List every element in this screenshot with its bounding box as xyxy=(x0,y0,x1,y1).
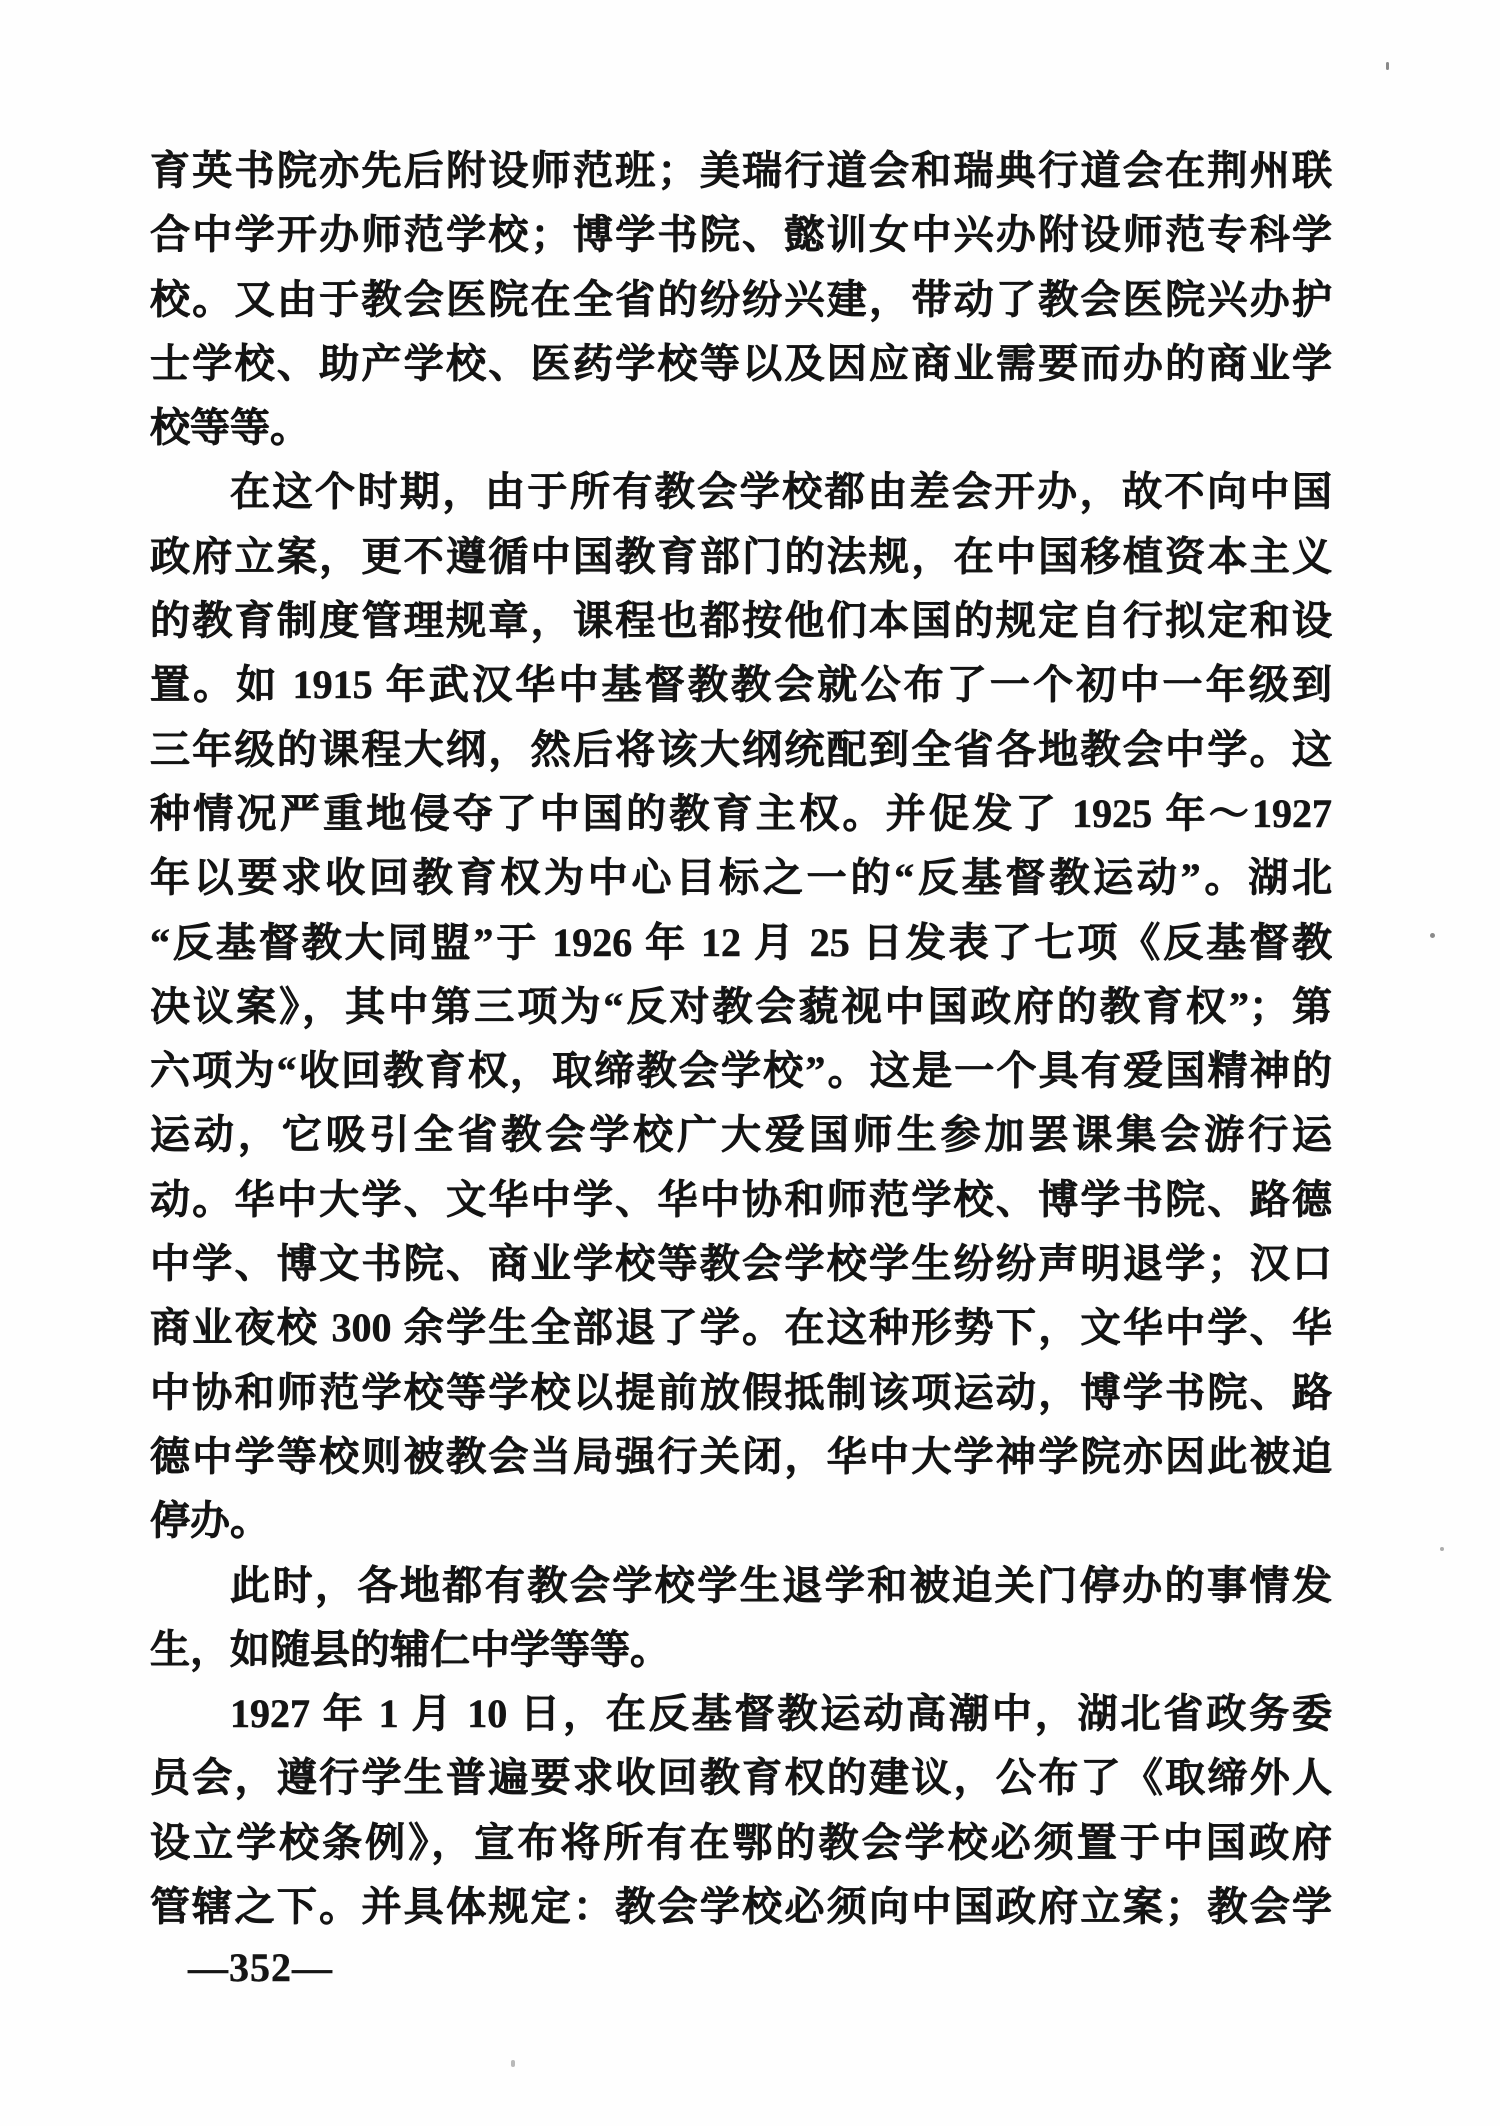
text-line: 决议案》，其中第三项为“反对教会藐视中国政府的教育权”；第 xyxy=(150,983,1332,1029)
text-line: 三年级的课程大纲，然后将该大纲统配到全省各地教会中学。这 xyxy=(150,726,1332,772)
page-number: —352— xyxy=(188,1945,333,1990)
text-line: 校。又由于教会医院在全省的纷纷兴建，带动了教会医院兴办护 xyxy=(150,276,1332,322)
text-line: 置。如 1915 年武汉华中基督教教会就公布了一个初中一年级到 xyxy=(150,662,1332,708)
text-line: 商业夜校 300 余学生全部退了学。在这种形势下，文华中学、华 xyxy=(150,1305,1332,1351)
text-line: 合中学开办师范学校；博学书院、懿训女中兴办附设师范专科学 xyxy=(150,212,1332,258)
text-line: 的教育制度管理规章，课程也都按他们本国的规定自行拟定和设 xyxy=(150,598,1332,644)
text-line: 设立学校条例》，宣布将所有在鄂的教会学校必须置于中国政府 xyxy=(150,1819,1332,1865)
text-line: 动。华中大学、文华中学、华中协和师范学校、博学书院、路德 xyxy=(150,1176,1332,1222)
text-line: 中协和师范学校等学校以提前放假抵制该项运动，博学书院、路 xyxy=(150,1369,1332,1415)
scan-speck xyxy=(511,2060,515,2067)
text-line: 种情况严重地侵夺了中国的教育主权。并促发了 1925 年～1927 xyxy=(150,790,1332,836)
scan-speck xyxy=(1386,62,1389,70)
text-line: 士学校、助产学校、医药学校等以及因应商业需要而办的商业学 xyxy=(150,340,1332,386)
text-line: 运动，它吸引全省教会学校广大爱国师生参加罢课集会游行运 xyxy=(150,1112,1332,1158)
text-line: 员会，遵行学生普遍要求收回教育权的建议，公布了《取缔外人 xyxy=(150,1755,1332,1801)
text-line: 1927 年 1 月 10 日，在反基督教运动高潮中，湖北省政务委 xyxy=(230,1691,1332,1737)
text-line: 在这个时期，由于所有教会学校都由差会开办，故不向中国 xyxy=(230,469,1332,515)
text-line: 此时，各地都有教会学校学生退学和被迫关门停办的事情发 xyxy=(230,1562,1332,1608)
scan-speck xyxy=(1440,1547,1444,1551)
text-line: 校等等。 xyxy=(150,405,310,451)
text-line: 德中学等校则被教会当局强行关闭，华中大学神学院亦因此被迫 xyxy=(150,1433,1332,1479)
text-line: “反基督教大同盟”于 1926 年 12 月 25 日发表了七项《反基督教 xyxy=(150,919,1332,965)
text-line: 六项为“收回教育权，取缔教会学校”。这是一个具有爱国精神的 xyxy=(150,1048,1332,1094)
body-text xyxy=(150,139,1332,1939)
text-line: 政府立案，更不遵循中国教育部门的法规，在中国移植资本主义 xyxy=(150,533,1332,579)
text-line: 停办。 xyxy=(150,1498,270,1544)
text-line: 生，如随县的辅仁中学等等。 xyxy=(150,1626,670,1672)
text-line: 管辖之下。并具体规定：教会学校必须向中国政府立案；教会学 xyxy=(150,1884,1332,1930)
text-line: 中学、博文书院、商业学校等教会学校学生纷纷声明退学；汉口 xyxy=(150,1241,1332,1287)
text-line: 年以要求收回教育权为中心目标之一的“反基督教运动”。湖北 xyxy=(150,855,1332,901)
scan-speck xyxy=(1430,933,1435,938)
text-line: 育英书院亦先后附设师范班；美瑞行道会和瑞典行道会在荆州联 xyxy=(150,148,1332,193)
